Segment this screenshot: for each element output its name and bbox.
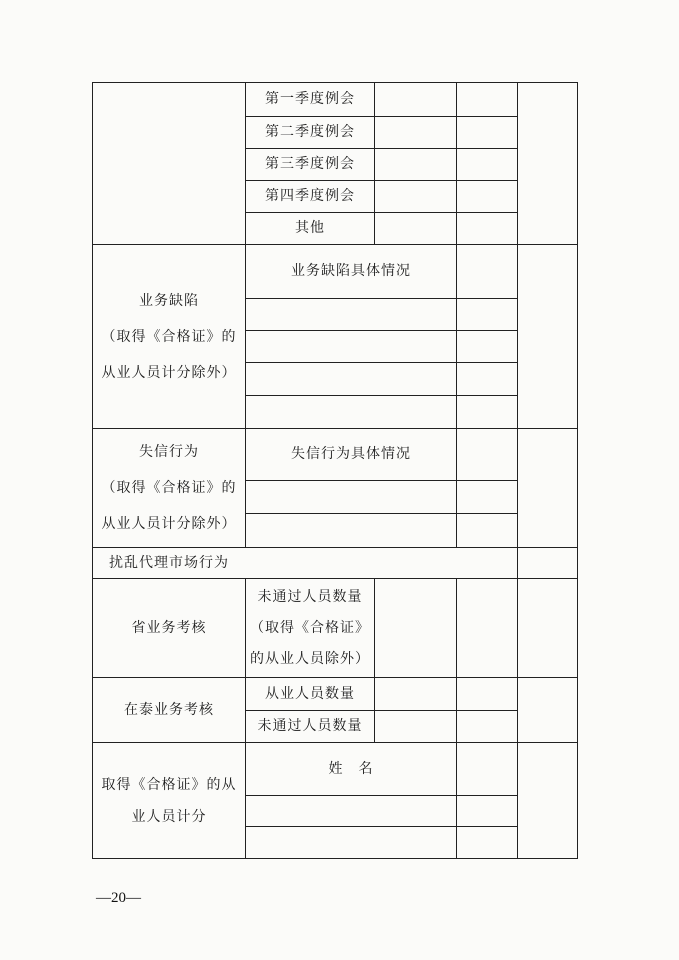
scoring-label-line: 业人员计分 [131,808,207,825]
scoring-label [93,743,245,858]
province-assessment-label: 省业务考核 [131,619,207,636]
market-disruption-label: 扰乱代理市场行为 [109,554,229,571]
dishonest-label-line: （取得《合格证》的 [101,480,237,496]
column-divider [456,578,457,859]
column-divider [517,82,518,859]
meeting-q4: 第四季度例会 [265,188,355,205]
column-divider [456,428,457,548]
province-assessment-detail-line: 的从业人员除外） [250,650,370,667]
business-defect-label-line: 从业人员计分除外） [101,364,237,381]
page-number: —20— [96,890,141,906]
province-assessment-detail-line: （取得《合格证》 [250,619,370,636]
province-assessment-detail [246,579,374,677]
divider [245,330,517,331]
divider [245,298,517,299]
column-divider [456,244,457,429]
scoring-label-line: 取得《合格证》的从 [101,776,237,793]
divider [245,395,517,396]
dishonest-label [93,429,245,547]
dishonest-label-line: 从业人员计分除外） [101,516,237,532]
column-divider [456,82,457,245]
business-defect-label [93,245,245,428]
business-defect-detail-header: 业务缺陷具体情况 [291,263,411,280]
scoring-name-header: 姓 名 [328,760,374,777]
dishonest-detail-header: 失信行为具体情况 [291,446,411,463]
meeting-q2: 第二季度例会 [265,124,355,141]
dishonest-label-line: 失信行为 [139,444,199,460]
divider [245,513,517,514]
meeting-q3: 第三季度例会 [265,156,355,173]
meeting-other: 其他 [295,220,325,237]
taizhou-failed-count: 未通过人员数量 [257,718,363,735]
divider [245,480,517,481]
business-defect-label-line: 业务缺陷 [139,292,199,309]
column-divider [374,82,375,245]
divider [245,795,517,796]
divider [245,826,517,827]
meeting-q1: 第一季度例会 [265,91,355,108]
taizhou-assessment-label: 在泰业务考核 [124,701,214,718]
divider [245,362,517,363]
column-divider [374,578,375,743]
business-defect-label-line: （取得《合格证》的 [101,328,237,345]
taizhou-staff-count: 从业人员数量 [265,685,355,702]
province-assessment-detail-line: 未通过人员数量 [257,588,363,605]
table-border-bottom [92,858,578,859]
